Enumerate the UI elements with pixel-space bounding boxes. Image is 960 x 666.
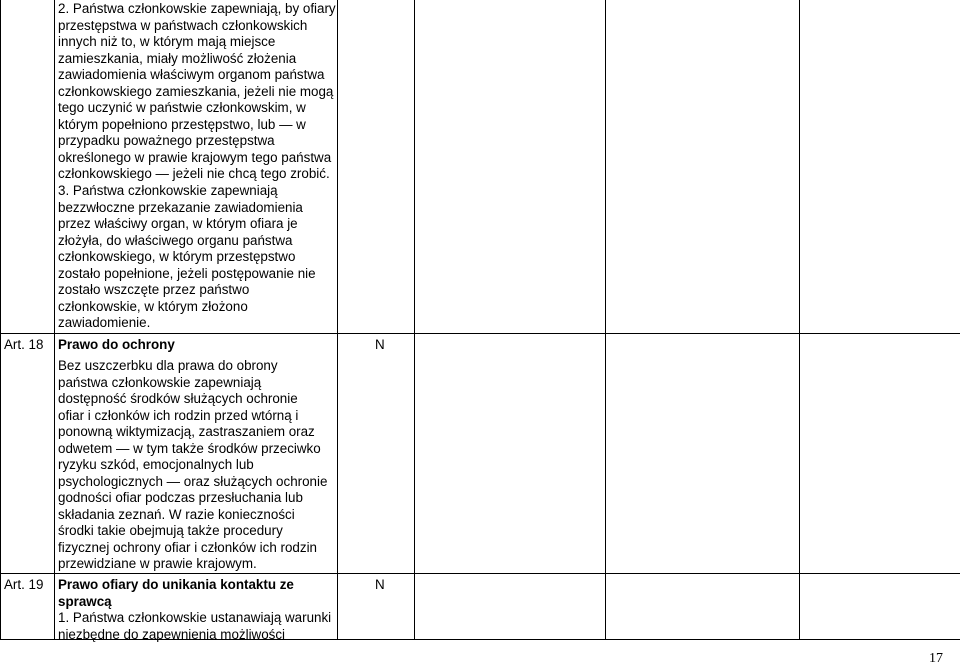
article-number: Art. 19 bbox=[4, 577, 44, 592]
column-divider-3 bbox=[414, 0, 415, 640]
table-row-divider bbox=[0, 333, 960, 334]
compliance-marker: N bbox=[375, 337, 385, 352]
column-divider-5 bbox=[799, 0, 800, 640]
article-heading: Prawo ofiary do unikania kontaktu ze sprawcą bbox=[58, 577, 294, 609]
article-number: Art. 18 bbox=[4, 337, 44, 352]
compliance-marker: N bbox=[375, 577, 385, 592]
table-row-divider bbox=[0, 573, 960, 574]
article-body: Bez uszczerbku dla prawa do obrony państwa członkowskie zapewniają dostępność środków służących ochronie ofiar i członków ich rodzin przed wtórną i ponowną wiktymizacją, zastraszaniem oraz odwetem — w tym także środków przeciwko ryzyku szkód, emocjonalnych lub psychologicznych — oraz służących ochronie godności ofiar podczas przesłuchania lub składania zeznań. W razie konieczności środki takie obejmują także procedury fizycznej ochrony ofiar i członków ich rodzin przewidziane w prawie krajowym. bbox=[58, 358, 328, 571]
column-divider-1 bbox=[54, 0, 55, 640]
column-divider-4 bbox=[605, 0, 606, 640]
paragraph-3: 3. Państwa członkowskie zapewniają bezzwłoczne przekazanie zawiadomienia przez właściwy organ, w którym ofiara je złożyła, do właściwego organu państwa członkowskiego, w którym przestępstwo zostało popełnione, jeżeli postępowanie nie zostało wszczęte przez państwo członkowskie, w którym złożono zawiadomienie. bbox=[58, 183, 316, 330]
page-number: 17 bbox=[929, 651, 943, 666]
table-border-left bbox=[0, 0, 1, 640]
article-body: 1. Państwa członkowskie ustanawiają warunki niezbędne do zapewnienia możliwości bbox=[58, 610, 332, 642]
article-heading: Prawo do ochrony bbox=[58, 337, 175, 352]
paragraph-2: 2. Państwa członkowskie zapewniają, by ofiary przestępstwa w państwach członkowskich innych niż to, w którym mają miejsce zamieszkania, miały możliwość złożenia zawiadomienia właściwym organom państwa członkowskiego zamieszkania, jeżeli nie mogą tego uczynić w państwie członkowskim, w którym popełniono przestępstwo, lub — w przypadku poważnego przestępstwa określonego w prawie krajowym tego państwa członkowskiego — jeżeli nie chcą tego zrobić. bbox=[58, 1, 336, 181]
